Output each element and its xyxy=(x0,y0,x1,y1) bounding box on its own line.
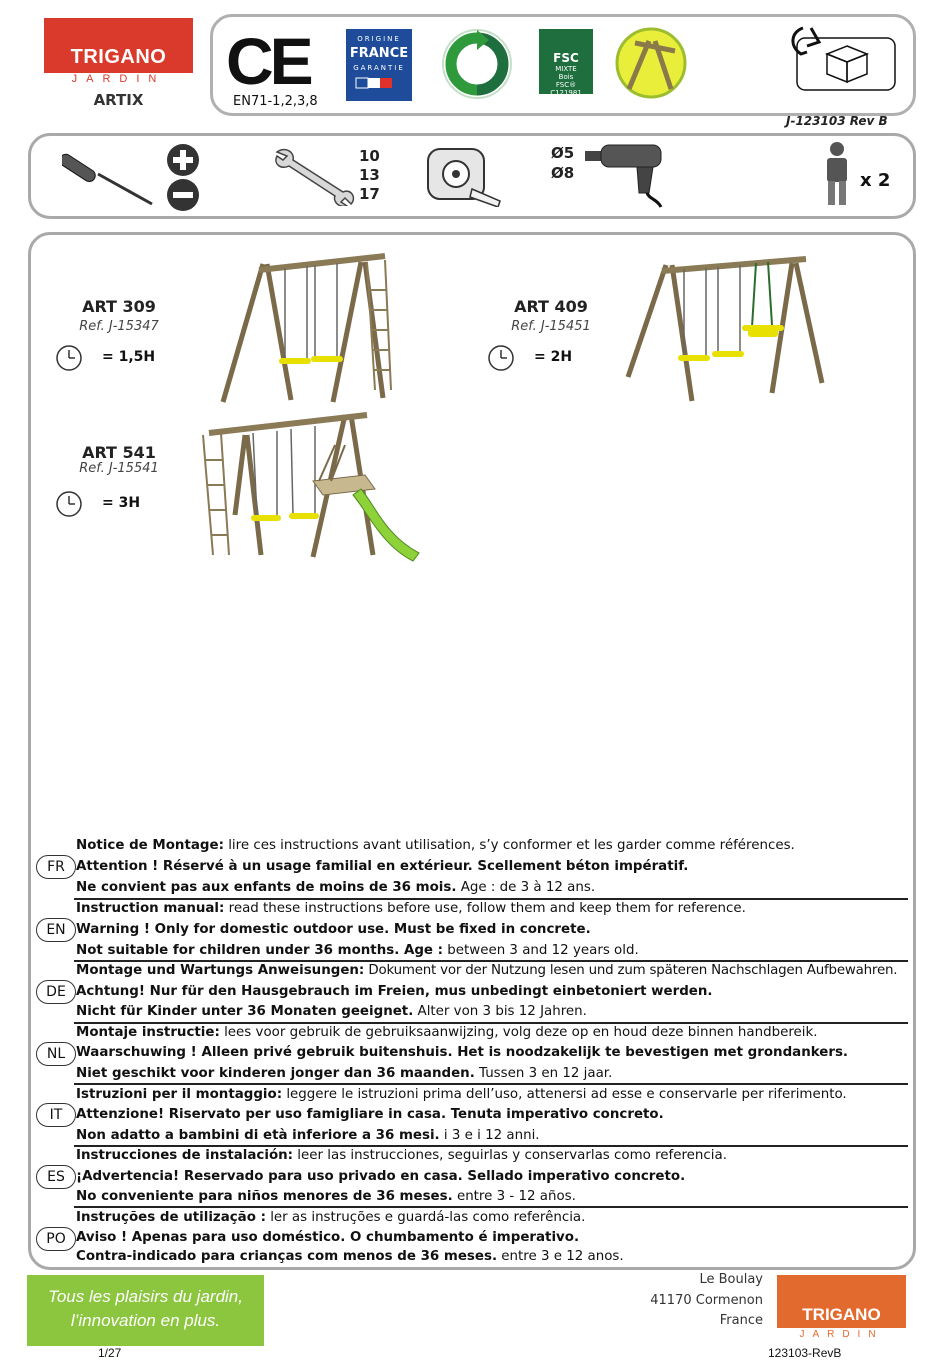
brand-subtitle: JARDIN xyxy=(71,73,166,85)
lang-text: leer las instrucciones, seguirlas y conservarlas como referencia. xyxy=(293,1148,727,1163)
green-dot-recycle-icon xyxy=(441,28,513,100)
lang-heading: Montage und Wartungs Anweisungen: xyxy=(76,963,365,978)
lang-warning: Attenzione! Riservato per uso famigliare in casa. Tenuta imperativo concreto. xyxy=(76,1107,664,1122)
lang-age: Alter von 3 bis 12 Jahren. xyxy=(413,1004,587,1019)
wrench-icon xyxy=(271,146,356,206)
lang-po-line3 xyxy=(76,1247,916,1268)
article-ref: Ref. J-15451 xyxy=(511,319,591,334)
assembly-time: = 3H xyxy=(102,495,141,511)
clock-icon xyxy=(55,344,83,372)
model-name: ARTIX xyxy=(93,91,144,109)
slogan-line: Tous les plaisirs du jardin, xyxy=(48,1287,243,1306)
lang-age-warning: Nicht für Kinder unter 36 Monaten geeignet. xyxy=(76,1004,414,1019)
clock-icon xyxy=(55,490,83,518)
lang-text: Dokument vor der Nutzung lesen und zum späteren Nachschlagen Aufbewahren. xyxy=(364,963,898,978)
swing-art541-illustration xyxy=(195,405,425,565)
address-line: Le Boulay xyxy=(699,1272,763,1287)
lang-age-warning: Not suitable for children under 36 months. Age : xyxy=(76,943,444,958)
fsc-title: FSC xyxy=(553,51,579,65)
lang-age-warning: Niet geschikt voor kinderen jonger dan 36 maanden. xyxy=(76,1066,475,1081)
footer-brand-name: TRIGANO xyxy=(802,1305,881,1324)
lang-en-line1 xyxy=(76,899,916,920)
address-line: 41170 Cormenon xyxy=(650,1293,763,1308)
lang-it-line2 xyxy=(76,1105,916,1126)
tricolor-flag-icon xyxy=(346,72,412,92)
clock-icon xyxy=(487,344,515,372)
phillips-icon xyxy=(166,143,200,177)
lang-heading: Instruções de utilização : xyxy=(76,1210,266,1225)
lang-age: entre 3 e 12 anos. xyxy=(497,1249,624,1264)
fsc-line: MIXTE xyxy=(555,65,577,73)
slogan-line: l’innovation en plus. xyxy=(70,1311,221,1330)
article-ref: Ref. J-15347 xyxy=(79,319,159,334)
lang-warning: ¡Advertencia! Reservado para uso privado en casa. Sellado imperativo concreto. xyxy=(76,1169,686,1184)
lang-de-line3 xyxy=(76,1002,916,1023)
document-code: 123103-RevB xyxy=(768,1346,842,1360)
lang-code-es: ES xyxy=(36,1165,76,1189)
lang-fr-line2 xyxy=(76,857,916,878)
flat-icon xyxy=(166,178,200,212)
swing-art409-illustration xyxy=(622,253,827,405)
footer-brand-subtitle: JARDIN xyxy=(799,1329,884,1340)
wrench-size: 13 xyxy=(359,166,380,184)
lang-en-line3 xyxy=(76,941,916,962)
lang-code-nl: NL xyxy=(36,1042,76,1066)
badge-line: GARANTIE xyxy=(353,64,405,72)
lang-heading: Instruction manual: xyxy=(76,901,225,916)
lang-nl-line1 xyxy=(76,1023,916,1044)
lang-nl-line3 xyxy=(76,1064,916,1085)
lang-age: i 3 e i 12 anni. xyxy=(439,1128,540,1143)
lang-heading: Instrucciones de instalación: xyxy=(76,1148,294,1163)
standard-label: EN71-1,2,3,8 xyxy=(233,94,318,109)
lang-text: leggere le istruzioni prima dell’uso, attenersi ad esse e conservarle per riferimento. xyxy=(282,1087,847,1102)
badge-line: ORIGINE xyxy=(357,35,401,43)
lang-text: ler as instruções e guardá-las como referência. xyxy=(265,1210,586,1225)
page-number: 1/27 xyxy=(98,1346,122,1360)
drill-icon xyxy=(583,141,671,209)
lang-nl-line2 xyxy=(76,1043,916,1064)
lang-es-line3 xyxy=(76,1187,916,1208)
screwdriver-icon xyxy=(62,146,157,208)
lang-heading: Istruzioni per il montaggio: xyxy=(76,1087,283,1102)
lang-age-warning: Non adatto a bambini di età inferiore a 36 mesi. xyxy=(76,1128,440,1143)
persons-count: x 2 xyxy=(860,170,891,191)
article-name: ART 541 xyxy=(82,443,156,462)
wrench-size: 10 xyxy=(359,147,380,165)
badge-line: FRANCE xyxy=(349,46,409,61)
swing-art309-illustration xyxy=(215,250,395,408)
lang-age-warning: Ne convient pas aux enfants de moins de 36 mois. xyxy=(76,880,457,895)
article-ref: Ref. J-15541 xyxy=(79,461,159,476)
lang-age: Age : de 3 à 12 ans. xyxy=(456,880,596,895)
fsc-code: FSC® C121981 xyxy=(550,81,582,97)
slogan-banner xyxy=(27,1275,264,1346)
address-line: France xyxy=(719,1313,763,1328)
brand-name: TRIGANO xyxy=(70,46,167,68)
document-reference: J-123103 Rev B xyxy=(786,114,888,128)
assembly-time: = 1,5H xyxy=(102,349,156,365)
lang-de-line2 xyxy=(76,982,916,1003)
lang-text: lire ces instructions avant utilisation, s’y conformer et les garder comme références. xyxy=(223,838,795,853)
lang-text: read these instructions before use, follow them and keep them for reference. xyxy=(224,901,746,916)
lang-fr-line1 xyxy=(76,836,916,857)
lang-age: entre 3 - 12 años. xyxy=(452,1189,576,1204)
origine-france-badge-icon xyxy=(346,29,412,101)
lang-es-line1 xyxy=(76,1146,916,1167)
fsc-line: Bois xyxy=(558,73,574,81)
recycle-cardboard-icon xyxy=(785,24,900,96)
lang-warning: Warning ! Only for domestic outdoor use. Must be fixed in concrete. xyxy=(76,922,591,937)
tape-measure-icon xyxy=(426,145,502,207)
person-icon xyxy=(822,141,852,207)
lang-code-en: EN xyxy=(36,918,76,942)
swing-product-icon xyxy=(615,27,687,99)
lang-es-line2 xyxy=(76,1167,916,1188)
lang-de-line1 xyxy=(76,961,916,982)
lang-warning: Aviso ! Apenas para uso doméstico. O chumbamento é imperativo. xyxy=(76,1230,580,1245)
lang-warning: Waarschuwing ! Alleen privé gebruik buitenshuis. Het is noodzakelijk te bevestigen met grondankers. xyxy=(76,1045,849,1060)
lang-it-line1 xyxy=(76,1085,916,1106)
article-name: ART 409 xyxy=(514,297,588,316)
drill-size: Ø5 xyxy=(551,144,575,162)
lang-age: Tussen 3 en 12 jaar. xyxy=(474,1066,613,1081)
lang-po-line1 xyxy=(76,1208,916,1229)
article-name: ART 309 xyxy=(82,297,156,316)
lang-warning: Attention ! Réservé à un usage familial en extérieur. Scellement béton impératif. xyxy=(76,859,689,874)
lang-fr-line3 xyxy=(76,878,916,899)
lang-warning: Achtung! Nur für den Hausgebrauch im Freien, mus unbedingt einbetoniert werden. xyxy=(76,984,713,999)
lang-text: lees voor gebruik de gebruiksaanwijzing, volg deze op en houd deze binnen handbereik. xyxy=(219,1025,818,1040)
drill-size: Ø8 xyxy=(551,164,575,182)
wrench-size: 17 xyxy=(359,185,380,203)
lang-it-line3 xyxy=(76,1126,916,1147)
ce-mark-icon: CE xyxy=(226,24,310,98)
lang-en-line2 xyxy=(76,920,916,941)
lang-heading: Montaje instructie: xyxy=(76,1025,220,1040)
lang-heading: Notice de Montage: xyxy=(76,838,224,853)
lang-age-warning: Contra-indicado para crianças com menos de 36 meses. xyxy=(76,1249,498,1264)
lang-code-fr: FR xyxy=(36,855,76,879)
lang-po-line2 xyxy=(76,1228,916,1249)
fsc-logo-icon xyxy=(539,29,593,97)
lang-code-it: IT xyxy=(36,1103,76,1127)
assembly-time: = 2H xyxy=(534,349,573,365)
lang-code-de: DE xyxy=(36,980,76,1004)
lang-code-po: PO xyxy=(36,1227,76,1251)
lang-age-warning: No conveniente para niños menores de 36 meses. xyxy=(76,1189,453,1204)
lang-age: between 3 and 12 years old. xyxy=(443,943,639,958)
